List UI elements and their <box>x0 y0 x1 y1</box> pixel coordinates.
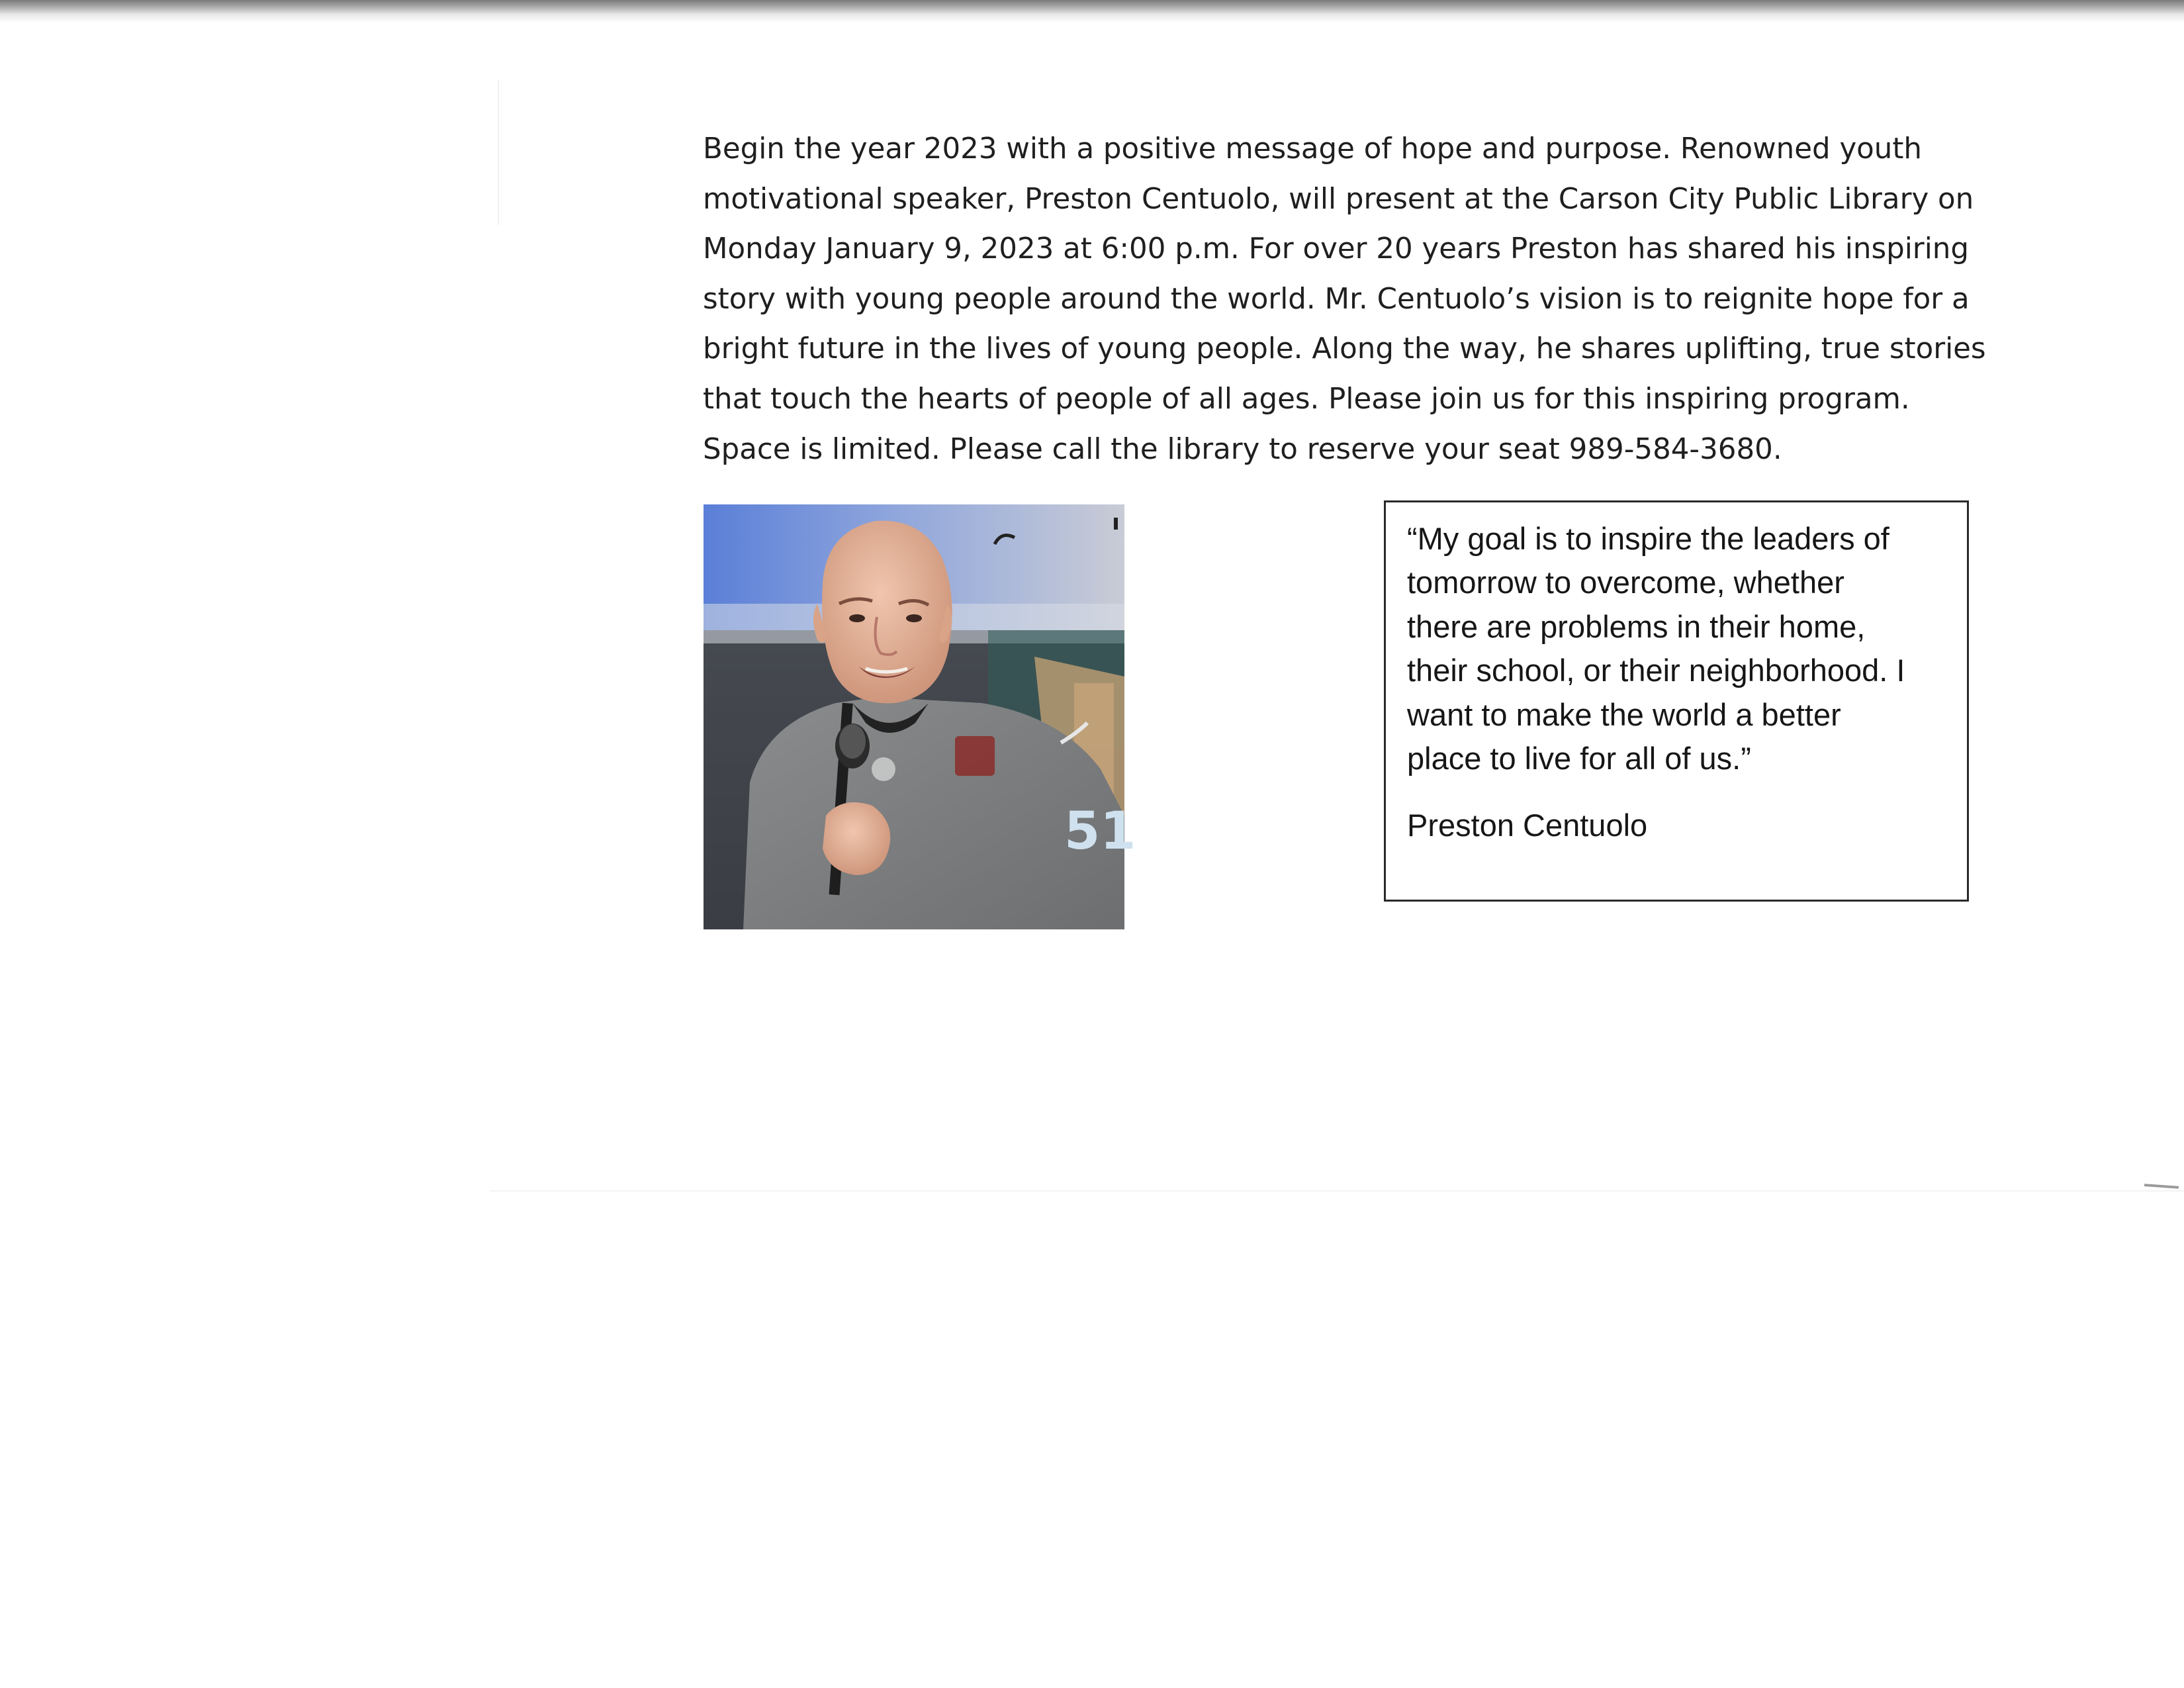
quote-box <box>1384 500 1969 902</box>
paragraph-line: Space is limited. Please call the library to reserve your seat 989-584-3680. <box>703 432 1782 466</box>
scan-top-edge <box>0 0 2184 23</box>
quote-line: place to live for all of us.” <box>1407 740 1751 776</box>
scan-fold-line <box>498 79 499 225</box>
scan-corner-mark <box>2144 1184 2179 1189</box>
quote-text <box>1407 517 1963 780</box>
quote-line: want to make the world a better <box>1407 696 1841 732</box>
speaker-photo-illustration <box>704 504 1136 929</box>
paragraph-line: story with young people around the world. Mr. Centuolo’s vision is to reignite hope for a <box>703 282 1970 316</box>
quote-line: their school, or their neighborhood. I <box>1407 653 1905 688</box>
scan-fold-line <box>490 1190 2184 1192</box>
jersey-number: 51 <box>1064 802 1136 861</box>
quote-line: “My goal is to inspire the leaders of <box>1407 521 1889 556</box>
speaker-photo <box>704 504 1136 929</box>
paragraph-line: Monday January 9, 2023 at 6:00 p.m. For over 20 years Preston has shared his inspiring <box>703 232 1969 266</box>
paragraph-line: that touch the hearts of people of all ages. Please join us for this inspiring program. <box>703 382 1910 416</box>
quote-line: there are problems in their home, <box>1407 608 1866 644</box>
paragraph-line: motivational speaker, Preston Centuolo, will present at the Carson City Public Library on <box>703 182 1974 216</box>
event-description <box>703 124 2026 475</box>
quote-author: Preston Centuolo <box>1407 808 1648 843</box>
quote-line: tomorrow to overcome, whether <box>1407 565 1844 600</box>
paragraph-line: Begin the year 2023 with a positive message of hope and purpose. Renowned youth <box>703 132 1922 165</box>
paragraph-line: bright future in the lives of young people. Along the way, he shares uplifting, true stories <box>703 332 1986 366</box>
